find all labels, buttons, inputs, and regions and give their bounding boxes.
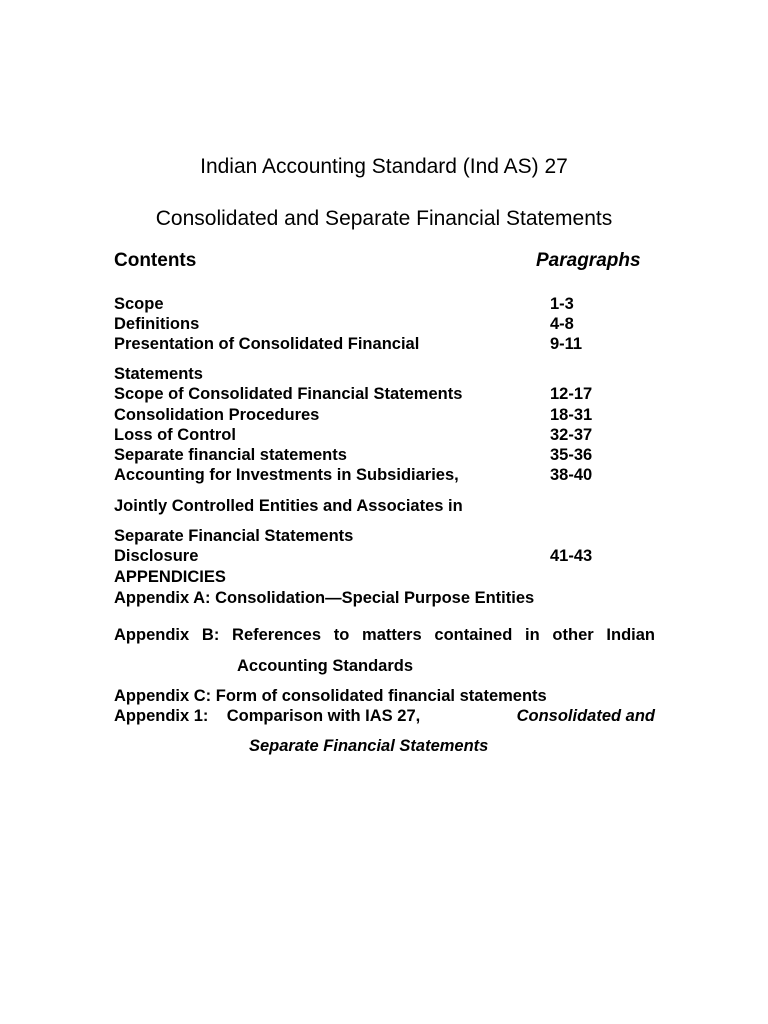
toc-label-scope-consolidated: Scope of Consolidated Financial Statements [114, 385, 463, 403]
appendix-b-line2: Accounting Standards [237, 657, 414, 675]
toc-label-jointly-controlled: Jointly Controlled Entities and Associates in [114, 497, 463, 515]
document-title: Indian Accounting Standard (Ind AS) 27 [200, 155, 568, 178]
toc-label-accounting-investments: Accounting for Investments in Subsidiaries, [114, 466, 459, 484]
toc-para-definitions: 4-8 [550, 315, 574, 333]
appendix-1-line2: Separate Financial Statements [249, 737, 489, 755]
toc-label-consolidation-procedures: Consolidation Procedures [114, 406, 320, 424]
appendix-b-line1: Appendix B: References to matters contained in other Indian [114, 626, 655, 644]
toc-para-accounting-investments: 38-40 [550, 466, 593, 484]
paragraphs-heading: Paragraphs [536, 250, 641, 271]
toc-para-loss-of-control: 32-37 [550, 426, 593, 444]
toc-para-disclosure: 41-43 [550, 547, 593, 565]
toc-para-presentation: 9-11 [550, 335, 583, 353]
toc-para-scope-consolidated: 12-17 [550, 385, 593, 403]
appendix-1-italic: Consolidated and [516, 707, 655, 725]
contents-heading: Contents [114, 250, 197, 271]
appendix-c: Appendix C: Form of consolidated financial statements [114, 687, 547, 705]
toc-label-definitions: Definitions [114, 315, 200, 333]
appendix-a: Appendix A: Consolidation—Special Purpose Entities [114, 589, 535, 607]
toc-label-disclosure: Disclosure [114, 547, 199, 565]
toc-label-statements: Statements [114, 365, 203, 383]
toc-label-presentation: Presentation of Consolidated Financial [114, 335, 420, 353]
toc-para-separate-statements: 35-36 [550, 446, 593, 464]
toc-label-scope: Scope [114, 295, 164, 313]
document-subtitle: Consolidated and Separate Financial Statements [155, 207, 613, 230]
appendix-1-line1 [114, 708, 655, 725]
appendix-1-prefix: Appendix 1: Comparison with IAS 27, [114, 707, 421, 725]
appendices-heading: APPENDICIES [114, 568, 226, 586]
toc-label-separate-statements: Separate financial statements [114, 446, 347, 464]
toc-para-consolidation-procedures: 18-31 [550, 406, 593, 424]
toc-label-loss-of-control: Loss of Control [114, 426, 236, 444]
toc-para-scope: 1-3 [550, 295, 574, 313]
toc-label-separate-financial-statements: Separate Financial Statements [114, 527, 354, 545]
